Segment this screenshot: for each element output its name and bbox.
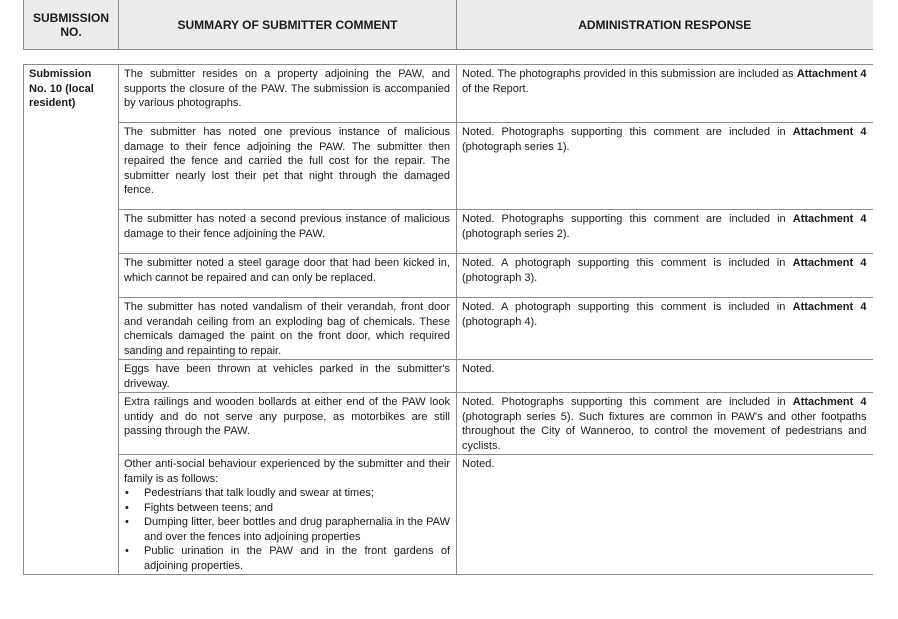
summary-cell	[119, 455, 457, 575]
list-item: • Public urination in the PAW and in the front gardens of adjoining properties.	[144, 544, 450, 573]
header-summary: SUMMARY OF SUBMITTER COMMENT	[119, 0, 457, 50]
response-cell: Noted. A photograph supporting this comment is included in Attachment 4 (photograph 4).	[457, 298, 873, 360]
table-row	[24, 298, 873, 360]
table-row	[24, 455, 873, 575]
response-cell: Noted. The photographs provided in this submission are included as Attachment 4 of the Report.	[457, 65, 873, 123]
response-cell: Noted. Photographs supporting this comment are included in Attachment 4 (photograph series 1).	[457, 123, 873, 210]
header-submission-no: SUBMISSION NO.	[24, 0, 119, 50]
list-item: • Pedestrians that talk loudly and swear at times;	[144, 486, 450, 501]
list-item: • Fights between teens; and	[144, 501, 450, 516]
response-cell: Noted. Photographs supporting this comment are included in Attachment 4 (photograph series 5). Such fixtures are common in PAW's and other footpaths throughout the City of Wanneroo, to control the movement of pedestrians and cyclists.	[457, 393, 873, 455]
summary-cell: Extra railings and wooden bollards at either end of the PAW look untidy and do not serve any purpose, as motorbikes are still passing through the PAW.	[119, 393, 457, 455]
summary-cell: The submitter noted a steel garage door that had been kicked in, which cannot be repaired and can only be replaced.	[119, 254, 457, 298]
behaviour-list	[124, 486, 450, 573]
response-cell: Noted. A photograph supporting this comment is included in Attachment 4 (photograph 3).	[457, 254, 873, 298]
summary-cell: The submitter has noted vandalism of their verandah, front door and verandah ceiling from an exploding bag of chemicals. These chemicals damaged the paint on the front door, which required sanding and repainting to repair.	[119, 298, 457, 360]
header-response: ADMINISTRATION RESPONSE	[457, 0, 873, 50]
summary-cell: The submitter has noted one previous instance of malicious damage to their fence adjoining the PAW. The submitter then repaired the fence and carried the full cost for the repair. The submitter nearly lost their pet that night through the damaged fence.	[119, 123, 457, 210]
table-row	[24, 65, 873, 123]
submission-label: Submission No. 10 (local resident)	[24, 65, 119, 575]
table-row	[24, 254, 873, 298]
table-row	[24, 393, 873, 455]
response-cell: Noted.	[457, 455, 873, 575]
table-header	[23, 0, 873, 50]
table-row	[24, 123, 873, 210]
summary-cell: Eggs have been thrown at vehicles parked in the submitter's driveway.	[119, 360, 457, 393]
table-row	[24, 360, 873, 393]
summary-cell: The submitter resides on a property adjoining the PAW, and supports the closure of the PAW. The submission is accompanied by various photographs.	[119, 65, 457, 123]
summary-intro: Other anti-social behaviour experienced by the submitter and their family is as follows:	[124, 458, 450, 485]
table-row	[24, 210, 873, 254]
response-cell: Noted. Photographs supporting this comment are included in Attachment 4 (photograph series 2).	[457, 210, 873, 254]
submission-table	[23, 64, 873, 575]
summary-cell: The submitter has noted a second previous instance of malicious damage to their fence adjoining the PAW.	[119, 210, 457, 254]
response-cell: Noted.	[457, 360, 873, 393]
list-item: • Dumping litter, beer bottles and drug paraphernalia in the PAW and over the fences into adjoining properties	[144, 515, 450, 544]
